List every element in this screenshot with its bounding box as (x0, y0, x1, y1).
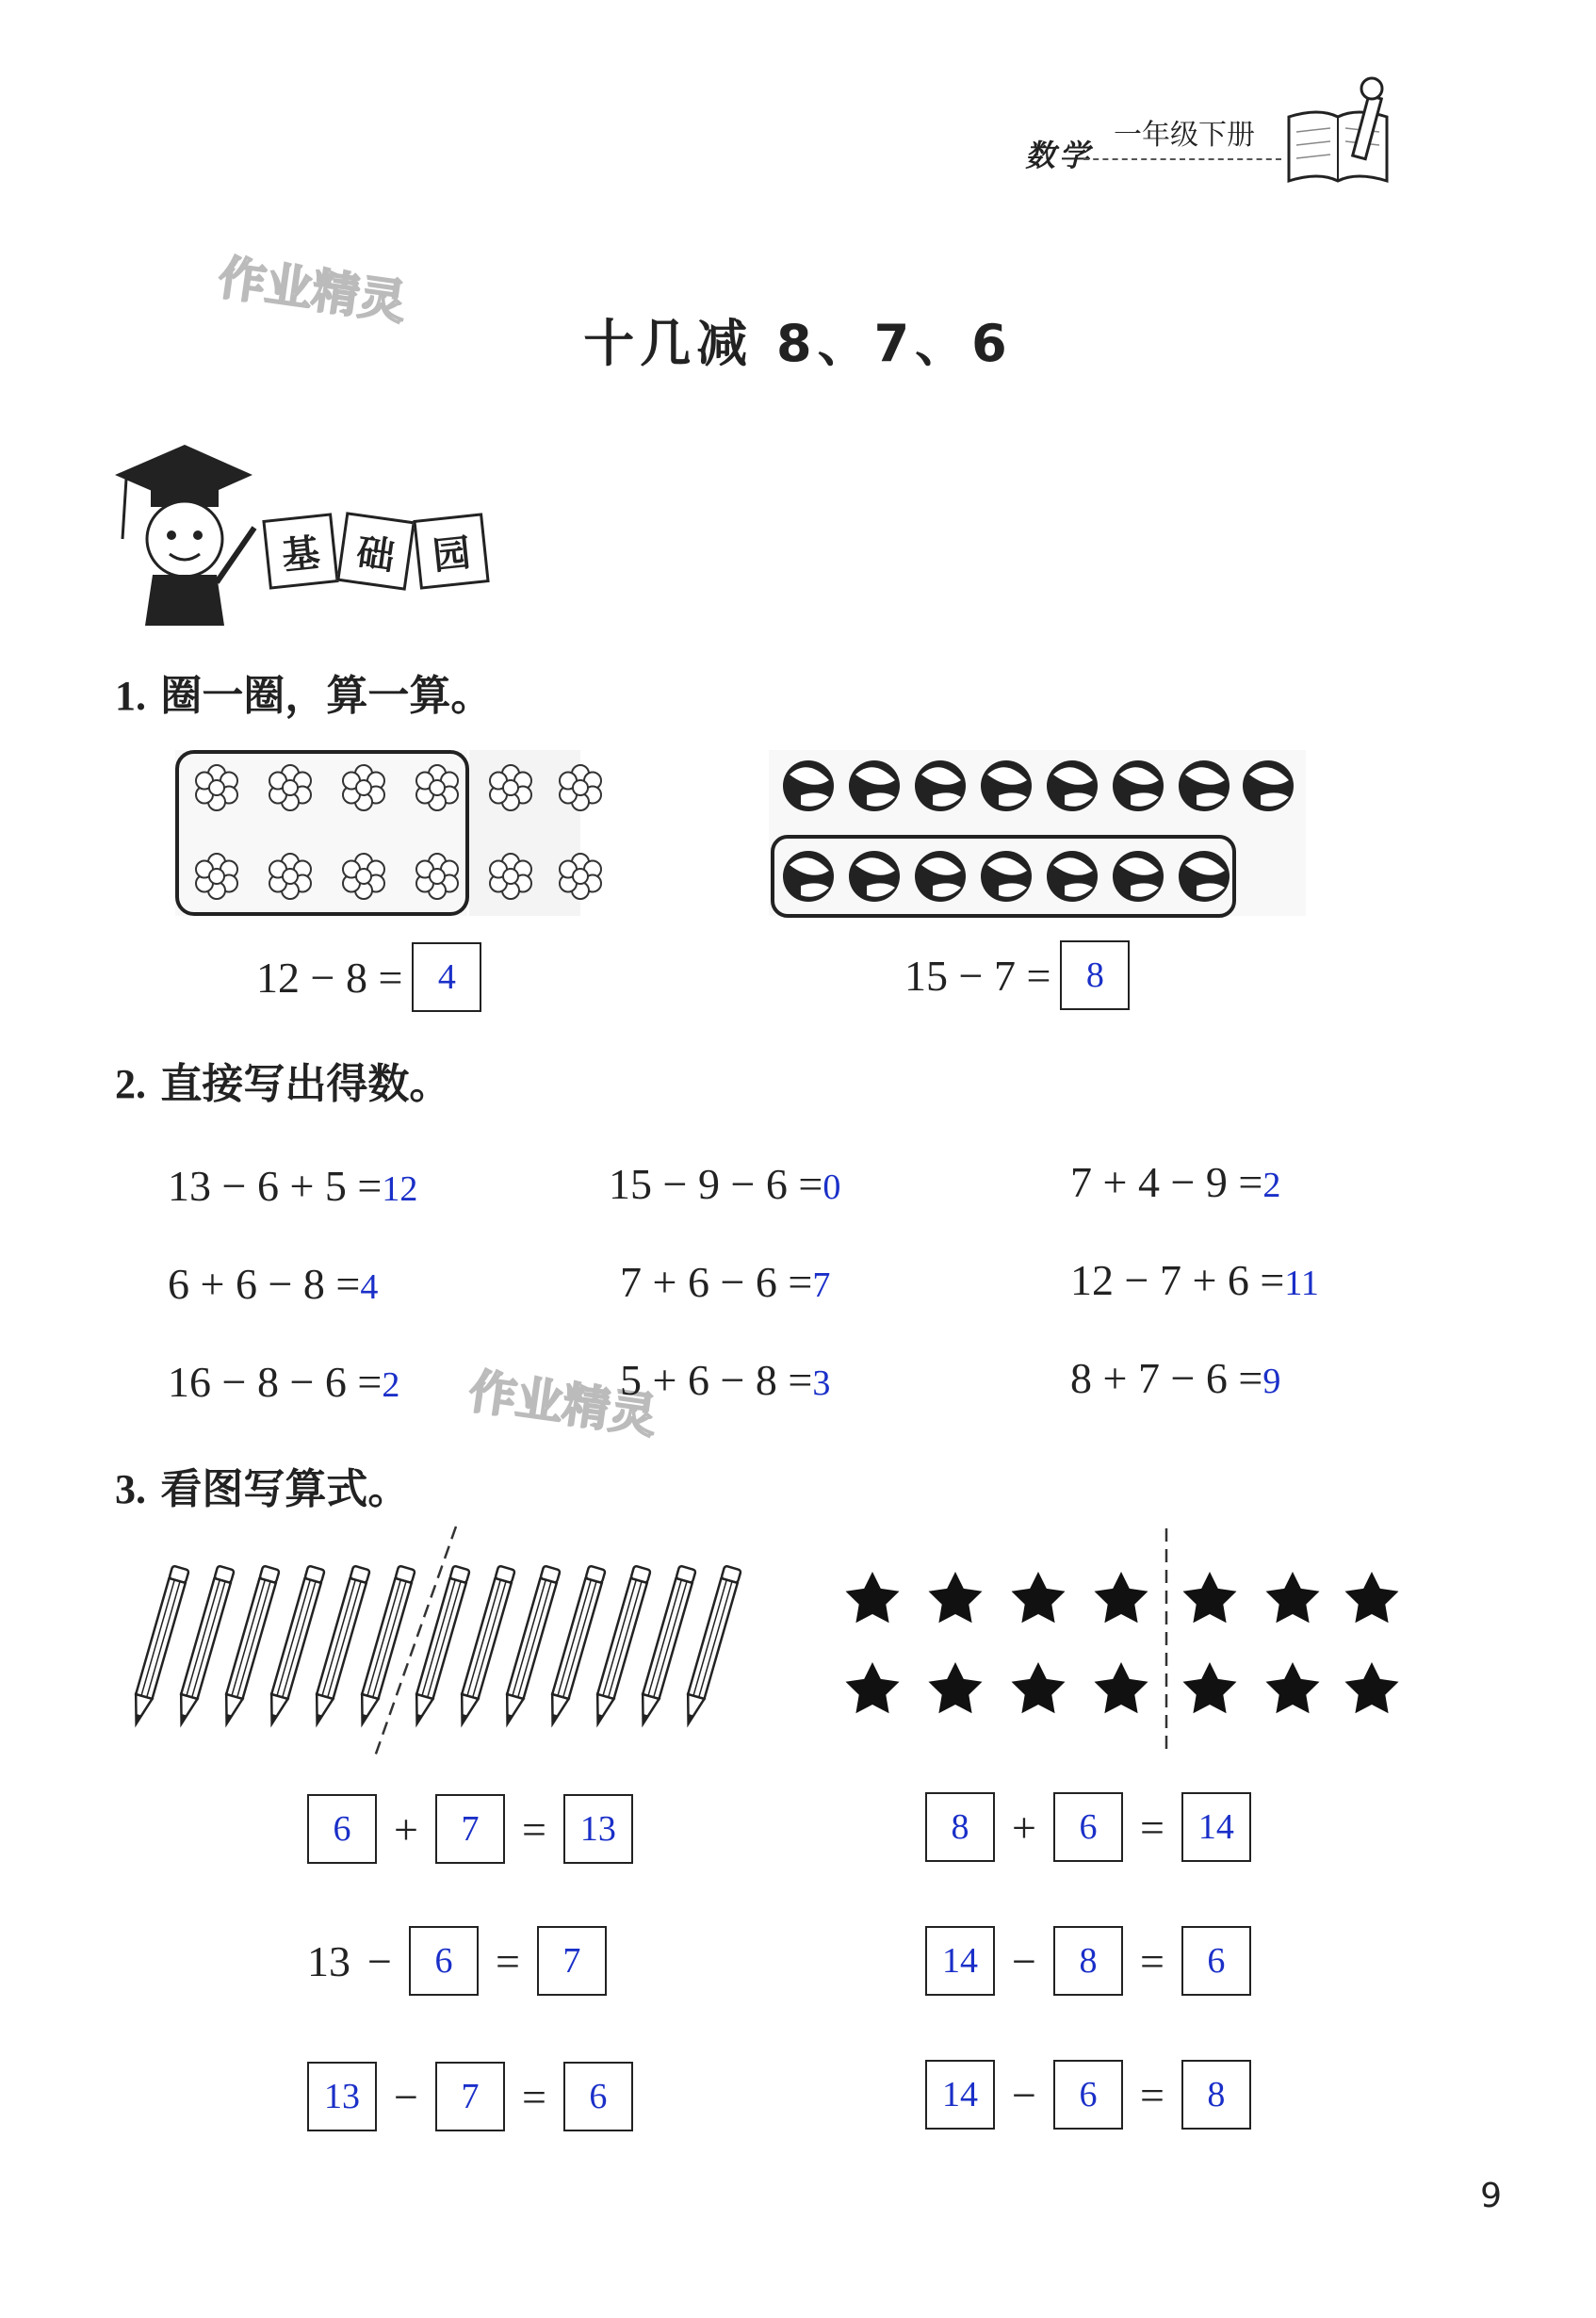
star-group (829, 1519, 1413, 1764)
q3-left-row3 (307, 2062, 633, 2131)
q3-box[interactable]: 13 (307, 2062, 377, 2131)
q1-left-expr: 12 − 8 = (256, 953, 403, 1002)
q3-box[interactable]: 6 (409, 1926, 479, 1996)
q3-right-row1 (925, 1792, 1251, 1862)
q2-item: 8 + 7 − 6 =9 (1070, 1354, 1281, 1402)
notebook-pencil-icon (1281, 75, 1394, 188)
q3-box[interactable]: 14 (925, 2060, 995, 2130)
pencil-group (122, 1519, 782, 1764)
q2-answer: 7 (812, 1265, 831, 1305)
operator: + (1012, 1803, 1036, 1852)
q1-right-expr: 15 − 7 = (904, 951, 1051, 1000)
q2-answer: 11 (1284, 1264, 1319, 1303)
q3-box[interactable]: 7 (435, 1794, 505, 1864)
q3-left-row1 (307, 1794, 633, 1864)
q2-heading (115, 1050, 450, 1110)
q3-box[interactable]: 8 (1181, 2060, 1251, 2130)
q2-number: 2. (115, 1061, 146, 1107)
q2-answer: 4 (360, 1267, 379, 1307)
q3-box[interactable]: 14 (1181, 1792, 1251, 1862)
operator: − (394, 2072, 418, 2121)
q3-right-row2 (925, 1926, 1251, 1996)
page-number: 9 (1480, 2177, 1502, 2215)
q1-left-answer-box[interactable]: 4 (412, 942, 481, 1012)
q3-box[interactable]: 7 (537, 1926, 607, 1996)
q2-answer: 2 (1262, 1166, 1281, 1205)
q3-left-row2 (307, 1926, 607, 1996)
q2-item: 13 − 6 + 5 =12 (168, 1162, 418, 1210)
q3-heading (115, 1455, 409, 1515)
q3-box[interactable]: 13 (563, 1794, 633, 1864)
operator: = (521, 1804, 546, 1853)
q1-number: 1. (115, 673, 146, 719)
q1-right-equation (904, 940, 1130, 1010)
q2-item: 5 + 6 − 8 =3 (620, 1356, 831, 1404)
q2-answer: 0 (822, 1167, 841, 1207)
q3-box[interactable]: 6 (1181, 1926, 1251, 1996)
page-title: 十几减 8、7、6 (583, 314, 1013, 373)
q2-answer: 3 (812, 1363, 831, 1403)
operator: = (1139, 2070, 1164, 2119)
q3-box[interactable]: 6 (1053, 2060, 1123, 2130)
operator: − (1012, 2070, 1036, 2119)
operator: = (1139, 1803, 1164, 1852)
q1-left-equation (256, 942, 481, 1012)
q2-answer: 9 (1262, 1362, 1281, 1401)
operator: − (1012, 1936, 1036, 1985)
q2-item: 6 + 6 − 8 =4 (168, 1260, 379, 1308)
header-divider (1083, 158, 1281, 160)
q2-item: 15 − 9 − 6 =0 (609, 1160, 841, 1208)
q2-item: 7 + 4 − 9 =2 (1070, 1158, 1281, 1206)
operator: = (1139, 1936, 1164, 1985)
section-tile-yuan: 园 (413, 513, 489, 589)
q3-box[interactable]: 6 (1053, 1792, 1123, 1862)
operator: = (495, 1936, 520, 1985)
q3-right-row3 (925, 2060, 1251, 2130)
q3-number: 3. (115, 1466, 146, 1512)
watermark-middle: 作业精灵 (465, 1363, 660, 1445)
operator: − (367, 1936, 392, 1985)
q3-box[interactable]: 6 (563, 2062, 633, 2131)
operator: + (394, 1804, 418, 1853)
header-grade: 一年级下册 (1114, 119, 1255, 152)
q1-figures (166, 743, 1306, 931)
q2-text: 直接写出得数。 (160, 1060, 451, 1108)
q3-box[interactable]: 8 (1053, 1926, 1123, 1996)
q2-answer: 12 (382, 1169, 418, 1209)
graduate-boy-icon (106, 435, 266, 633)
section-tile-chu: 础 (336, 512, 415, 591)
q3-box[interactable]: 14 (925, 1926, 995, 1996)
q1-text: 圈一圈，算一算。 (160, 672, 493, 720)
q2-item: 16 − 8 − 6 =2 (168, 1358, 400, 1406)
q1-heading (115, 661, 492, 722)
watermark-top: 作业精灵 (215, 250, 410, 331)
q3-text: 看图写算式。 (160, 1465, 410, 1513)
section-tile-ji: 基 (262, 513, 338, 589)
q3-box[interactable]: 7 (435, 2062, 505, 2131)
q1-right-answer-box[interactable]: 8 (1060, 940, 1130, 1010)
q3-box[interactable]: 6 (307, 1794, 377, 1864)
q2-item: 7 + 6 − 6 =7 (620, 1258, 831, 1306)
star-icon (846, 1572, 1399, 1713)
header-subject: 数学 (1025, 138, 1094, 173)
q2-item: 12 − 7 + 6 =11 (1070, 1256, 1319, 1304)
operator: = (521, 2072, 546, 2121)
q3-box[interactable]: 8 (925, 1792, 995, 1862)
q2-answer: 2 (382, 1365, 400, 1405)
q3-lead-number: 13 (307, 1936, 350, 1985)
